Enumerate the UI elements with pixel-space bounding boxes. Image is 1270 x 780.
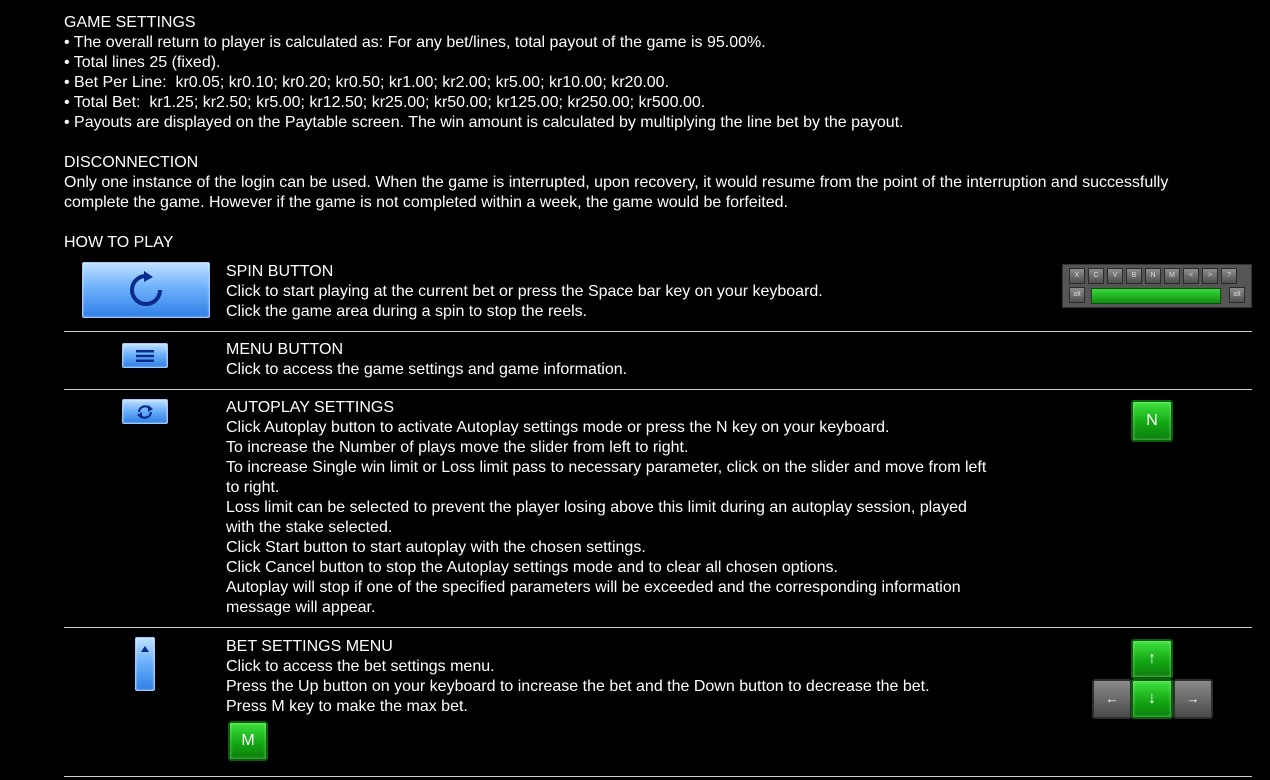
autoplay-section — [226, 398, 1066, 618]
how-to-play-title: HOW TO PLAY — [64, 234, 174, 251]
disconnection-text-1: Only one instance of the login can be used. When the game is interrupted, upon recovery, it would resume from the point of the interruption and successfully — [64, 174, 1169, 191]
payouts-text: • Payouts are displayed on the Paytable screen. The win amount is calculated by multiplying the line bet by the payout. — [64, 114, 904, 131]
spin-section — [226, 262, 1066, 322]
autoplay-text-6: with the stake selected. — [226, 519, 393, 536]
bet-title: BET SETTINGS MENU — [226, 638, 393, 655]
divider — [64, 331, 1252, 332]
m-key-label: M — [241, 732, 255, 749]
key: alt — [1229, 287, 1245, 303]
arrow-left-icon: ← — [1105, 691, 1119, 706]
key: > — [1202, 268, 1218, 284]
autoplay-title: AUTOPLAY SETTINGS — [226, 399, 395, 416]
autoplay-text-3: To increase Single win limit or Loss limit pass to necessary parameter, click on the slider and move from left — [226, 459, 987, 476]
autoplay-text-9: Autoplay will stop if one of the specified parameters will be exceeded and the corresponding information — [226, 579, 961, 596]
arrow-right-icon: → — [1186, 691, 1200, 706]
menu-section — [226, 340, 1066, 380]
key: alt — [1069, 287, 1085, 303]
bet-section — [226, 637, 1066, 717]
key: N — [1145, 268, 1161, 284]
key: C — [1088, 268, 1104, 284]
autoplay-text-7: Click Start button to start autoplay with the chosen settings. — [226, 539, 646, 556]
bet-settings-button-illustration — [135, 637, 155, 691]
bet-text-3: Press M key to make the max bet. — [226, 698, 468, 715]
key: ? — [1221, 268, 1237, 284]
right-arrow-key — [1173, 679, 1213, 719]
autoplay-text-1: Click Autoplay button to activate Autoplay settings mode or press the N key on your keyboard. — [226, 419, 890, 436]
n-key-label: N — [1146, 412, 1158, 429]
key: < — [1183, 268, 1199, 284]
arrow-down-icon: ↓ — [1148, 690, 1156, 707]
up-arrow-key — [1131, 639, 1173, 679]
refresh-icon — [126, 270, 166, 310]
left-arrow-key — [1092, 679, 1132, 719]
key: B — [1126, 268, 1142, 284]
bet-text-1: Click to access the bet settings menu. — [226, 658, 495, 675]
autoplay-text-4: to right. — [226, 479, 280, 496]
menu-button-illustration — [122, 343, 168, 368]
menu-icon — [136, 350, 154, 362]
disconnection-text-2: complete the game. However if the game is not completed within a week, the game would be forfeited. — [64, 194, 788, 211]
total-lines-text: • Total lines 25 (fixed). — [64, 54, 221, 71]
keyboard-illustration — [1062, 264, 1252, 308]
spin-title: SPIN BUTTON — [226, 263, 334, 280]
divider — [64, 627, 1252, 628]
spin-text-2: Click the game area during a spin to stop the reels. — [226, 303, 588, 320]
spin-button-illustration — [82, 262, 210, 318]
n-key-illustration — [1131, 400, 1173, 442]
menu-title: MENU BUTTON — [226, 341, 344, 358]
autoplay-button-illustration — [122, 399, 168, 424]
arrow-up-icon: ↑ — [1148, 650, 1156, 667]
total-bet-text: • Total Bet: kr1.25; kr2.50; kr5.00; kr12.50; kr25.00; kr50.00; kr125.00; kr250.00; kr500.00. — [64, 94, 706, 111]
autoplay-text-10: message will appear. — [226, 599, 376, 616]
bet-text-2: Press the Up button on your keyboard to increase the bet and the Down button to decrease the bet. — [226, 678, 930, 695]
bet-per-line-text: • Bet Per Line: kr0.05; kr0.10; kr0.20; kr0.50; kr1.00; kr2.00; kr5.00; kr10.00; kr20.00. — [64, 74, 670, 91]
autoplay-icon — [135, 404, 155, 420]
autoplay-text-5: Loss limit can be selected to prevent the player losing above this limit during an autoplay session, played — [226, 499, 967, 516]
game-settings-section — [64, 13, 1254, 133]
divider — [64, 776, 1252, 777]
menu-text-1: Click to access the game settings and game information. — [226, 361, 628, 378]
key: V — [1107, 268, 1123, 284]
disconnection-title: DISCONNECTION — [64, 154, 199, 171]
down-arrow-key — [1131, 679, 1173, 719]
key: M — [1164, 268, 1180, 284]
autoplay-text-8: Click Cancel button to stop the Autoplay settings mode and to clear all chosen options. — [226, 559, 838, 576]
caret-up-icon — [141, 646, 149, 652]
spin-text-1: Click to start playing at the current bet or press the Space bar key on your keyboard. — [226, 283, 823, 300]
autoplay-text-2: To increase the Number of plays move the slider from left to right. — [226, 439, 689, 456]
game-settings-title: GAME SETTINGS — [64, 14, 196, 31]
m-key-illustration — [228, 721, 268, 761]
spacebar-key — [1091, 288, 1221, 304]
divider — [64, 389, 1252, 390]
rtp-text: • The overall return to player is calculated as: For any bet/lines, total payout of the game is 95.00%. — [64, 34, 766, 51]
disconnection-section — [64, 153, 1254, 213]
key: X — [1069, 268, 1085, 284]
